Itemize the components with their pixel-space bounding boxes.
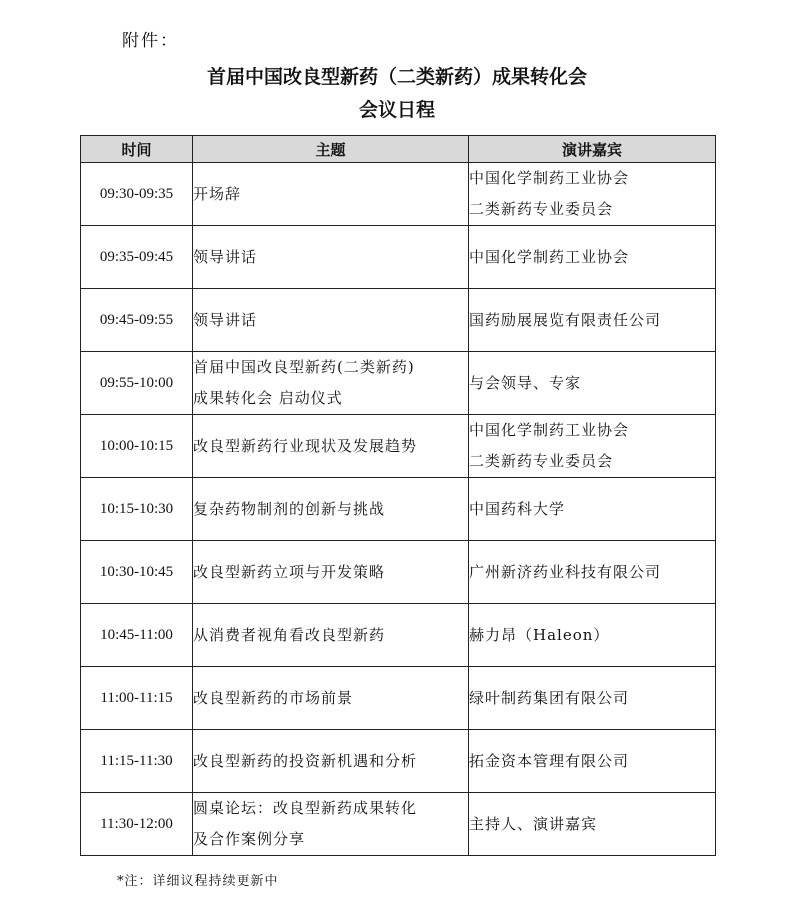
table-row (81, 793, 716, 856)
column-header-time: 时间 (81, 136, 193, 163)
speaker-cell (469, 793, 716, 856)
time-cell: 11:00-11:15 (81, 667, 193, 730)
speaker-cell (469, 667, 716, 730)
time-cell: 09:55-10:00 (81, 352, 193, 415)
time-cell: 11:30-12:00 (81, 793, 193, 856)
speaker-cell (469, 289, 716, 352)
table-header-row (81, 136, 716, 163)
table-row (81, 667, 716, 730)
column-header-topic: 主题 (193, 136, 469, 163)
topic-cell (193, 604, 469, 667)
topic-line: 从消费者视角看改良型新药 (193, 625, 386, 644)
attachment-label: 附件： (122, 31, 179, 51)
speaker-line: 中国药科大学 (469, 499, 566, 518)
table-row (81, 289, 716, 352)
topic-cell (193, 478, 469, 541)
time-cell: 10:15-10:30 (81, 478, 193, 541)
speaker-line: 国药励展展览有限责任公司 (469, 310, 662, 329)
time-cell: 09:35-09:45 (81, 226, 193, 289)
speaker-line: 二类新药专业委员会 (469, 200, 614, 218)
topic-line: 改良型新药的投资新机遇和分析 (193, 751, 418, 770)
topic-line: 开场辞 (193, 184, 242, 203)
speaker-cell (469, 541, 716, 604)
time-cell: 09:45-09:55 (81, 289, 193, 352)
speaker-line: 主持人、演讲嘉宾 (469, 814, 598, 833)
topic-cell (193, 793, 469, 856)
topic-cell (193, 226, 469, 289)
agenda-table (80, 135, 716, 856)
topic-line: 复杂药物制剂的创新与挑战 (193, 499, 386, 518)
speaker-line: 中国化学制药工业协会 (469, 169, 630, 187)
table-row (81, 352, 716, 415)
speaker-cell (469, 226, 716, 289)
topic-cell (193, 352, 469, 415)
document-subtitle: 会议日程 (358, 99, 435, 121)
topic-cell (193, 667, 469, 730)
topic-cell (193, 415, 469, 478)
topic-line: 及合作案例分享 (193, 830, 306, 848)
topic-line: 改良型新药的市场前景 (193, 688, 354, 707)
table-row (81, 478, 716, 541)
topic-line: 领导讲话 (193, 310, 258, 329)
speaker-cell (469, 163, 716, 226)
time-cell: 10:30-10:45 (81, 541, 193, 604)
speaker-line: 中国化学制药工业协会 (469, 421, 630, 439)
topic-line: 首届中国改良型新药(二类新药) (193, 358, 415, 376)
time-cell: 10:00-10:15 (81, 415, 193, 478)
speaker-line: 赫力昂（Haleon） (469, 625, 610, 644)
document-title: 首届中国改良型新药（二类新药）成果转化会 (206, 66, 587, 88)
topic-cell (193, 730, 469, 793)
speaker-cell (469, 415, 716, 478)
speaker-cell (469, 478, 716, 541)
table-row (81, 163, 716, 226)
table-row (81, 415, 716, 478)
table-row (81, 541, 716, 604)
speaker-cell (469, 730, 716, 793)
column-header-speaker: 演讲嘉宾 (469, 136, 716, 163)
time-cell: 09:30-09:35 (81, 163, 193, 226)
time-cell: 11:15-11:30 (81, 730, 193, 793)
topic-line: 改良型新药立项与开发策略 (193, 562, 386, 581)
speaker-line: 拓金资本管理有限公司 (469, 751, 630, 770)
table-row (81, 226, 716, 289)
topic-cell (193, 163, 469, 226)
table-row (81, 604, 716, 667)
speaker-cell (469, 352, 716, 415)
time-cell: 10:45-11:00 (81, 604, 193, 667)
footnote: *注：详细议程持续更新中 (117, 874, 279, 889)
topic-cell (193, 289, 469, 352)
speaker-line: 绿叶制药集团有限公司 (469, 688, 630, 707)
topic-line: 成果转化会 启动仪式 (193, 389, 343, 407)
speaker-line: 广州新济药业科技有限公司 (469, 562, 662, 581)
topic-line: 圆桌论坛：改良型新药成果转化 (193, 799, 418, 817)
speaker-line: 二类新药专业委员会 (469, 452, 614, 470)
topic-line: 改良型新药行业现状及发展趋势 (193, 436, 418, 455)
topic-cell (193, 541, 469, 604)
speaker-line: 与会领导、专家 (469, 373, 582, 392)
speaker-line: 中国化学制药工业协会 (469, 247, 630, 266)
topic-line: 领导讲话 (193, 247, 258, 266)
speaker-cell (469, 604, 716, 667)
table-row (81, 730, 716, 793)
